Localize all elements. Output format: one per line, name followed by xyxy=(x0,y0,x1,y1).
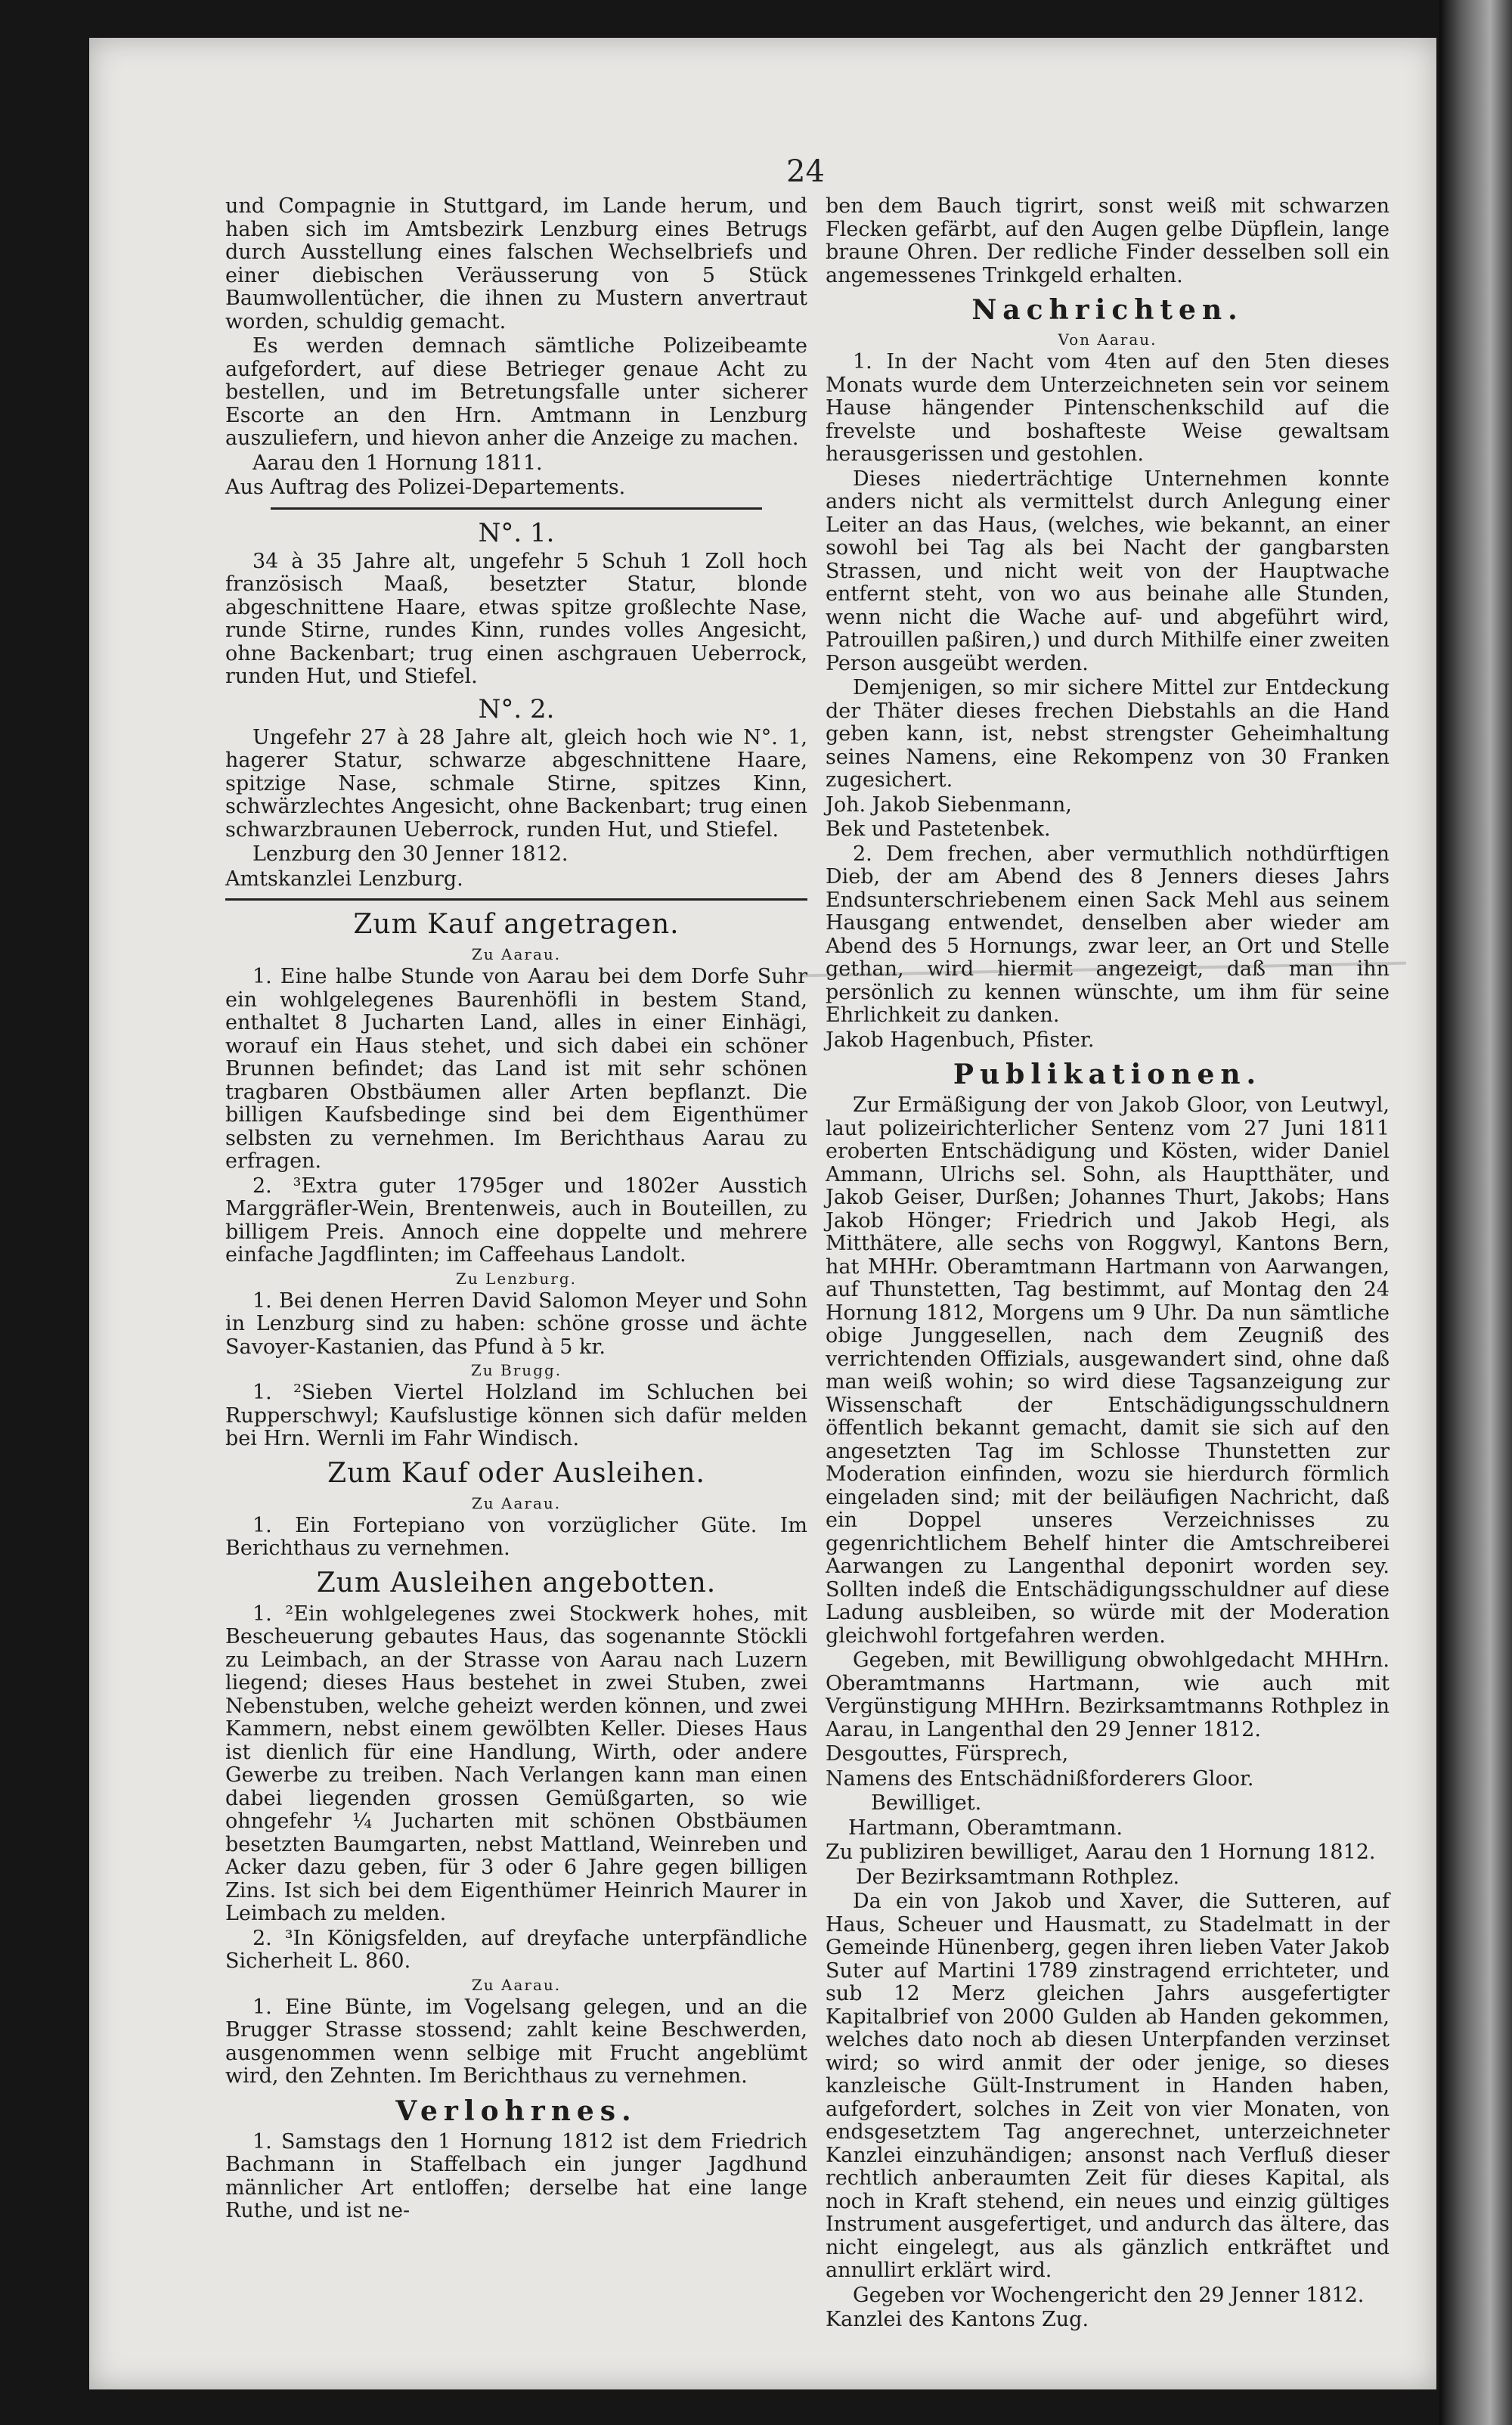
listing-text: 1. ²Ein wohlgelegenes zwei Stockwerk hohes, mit Bescheuerung gebautes Haus, das sogenannte Stöckli zu Leimbach, an der Strasse von Aarau nach Luzern liegend; dieses Haus bestehet in zwei Stuben, zwei Nebenstuben, welche geheizt werden können, und zwei Kammern, nebst einem gewölbten Keller. Dieses Haus ist dienlich für eine Handlung, Wirth, oder andere Gewerbe zu treiben. Nach Verlangen kann man einen dabei liegenden grossen Gemüßgarten, so wie ohngefehr ¼ Jucharten mit schönen Obstbäumen besetzten Baumgarten, nebst Mattland, Weinreben und Acker dazu geben, für 3 oder 6 Jahre gegen billigen Zins. Ist sich bei dem Eigenthümer Heinrich Maurer in Leimbach zu melden. xyxy=(225,1602,807,1925)
location-label: Zu Lenzburg. xyxy=(455,1269,578,1288)
listing-text: 1. Samstags den 1 Hornung 1812 ist dem Friedrich Bachmann in Staffelbach ein junger Jagdhund männlicher Art entloffen; derselbe hat eine lange Ruthe, und ist ne- xyxy=(225,2129,807,2222)
listing-text: ben dem Bauch tigrirt, sonst weiß mit schwarzen Flecken gefärbt, auf den Augen gelbe Düpflein, lange braune Ohren. Der redliche Finder desselben soll ein angemessenes Trinkgeld erhalten. xyxy=(826,194,1390,287)
publication-text: Gegeben vor Wochengericht den 29 Jenner 1812. xyxy=(853,2283,1365,2307)
approval: Zu publiziren bewilliget, Aarau den 1 Hornung 1812. xyxy=(826,1840,1376,1864)
location-label: Von Aarau. xyxy=(1058,330,1157,349)
signature: Joh. Jakob Siebenmann, xyxy=(826,792,1072,817)
listing-text: 1. Ein Fortepiano von vorzüglicher Güte. Im Berichthaus zu vernehmen. xyxy=(225,1513,807,1560)
notice-text: Es werden demnach sämtliche Polizeibeamte aufgefordert, auf diese Betrieger genaue Acht zu bestellen, und im Betretungsfalle unter sicherer Escorte an den Hrn. Amtmann in Lenzburg auszuliefern, und hievon anher die Anzeige zu machen. xyxy=(225,334,807,450)
right-column xyxy=(826,195,1390,2334)
section-number: N°. 2. xyxy=(478,693,555,724)
approval: Bewilliget. xyxy=(871,1791,982,1815)
listing-text: 2. ³In Königsfelden, auf dreyfache unterpfändliche Sicherheit L. 860. xyxy=(225,1926,807,1973)
section-heading: Verlohrnes. xyxy=(395,2095,637,2127)
section-heading: Zum Kauf angetragen. xyxy=(353,909,680,940)
signature: Bek und Pastetenbek. xyxy=(826,817,1051,841)
location-label: Zu Aarau. xyxy=(471,945,562,963)
section-heading: Zum Ausleihen angebotten. xyxy=(316,1567,717,1599)
signature: Namens des Entschädnißforderers Gloor. xyxy=(826,1766,1254,1791)
left-column xyxy=(225,195,807,2225)
news-text: Demjenigen, so mir sichere Mittel zur Entdeckung der Thäter dieses frechen Diebstahls an die Hand geben kann, ist, nebst strengster Geheimhaltung seines Namens, eine Rekompenz von 30 Franken zugesichert. xyxy=(826,676,1390,792)
listing-text: 1. Eine Bünte, im Vogelsang gelegen, und an die Brugger Strasse stossend; zahlt keine Beschwerden, ausgenommen wenn selbige mit Frucht angeblümt wird, den Zehnten. Im Berichthaus zu vernehmen. xyxy=(225,1995,807,2088)
notice-signature: Amtskanzlei Lenzburg. xyxy=(225,867,463,891)
listing-text: 2. ³Extra guter 1795ger und 1802er Ausstich Marggräfler-Wein, Brentenweis, auch in Bouteillen, zu billigem Preis. Annoch eine doppelte und mehrere einfache Jagdflinten; im Caffeehaus Landolt. xyxy=(225,1174,807,1267)
page-number: 24 xyxy=(786,154,825,189)
news-text: 1. In der Nacht vom 4ten auf den 5ten dieses Monats wurde dem Unterzeichneten sein vor seinem Hause hängender Pintenschenkschild auf die frevelste und boshafteste Weise gewaltsam herausgerissen und gestohlen. xyxy=(826,350,1390,466)
divider xyxy=(271,507,762,510)
signature: Kanzlei des Kantons Zug. xyxy=(826,2308,1089,2331)
divider xyxy=(225,898,807,901)
notice-date: Lenzburg den 30 Jenner 1812. xyxy=(253,842,569,866)
location-label: Zu Brugg. xyxy=(470,1361,562,1379)
section-heading: Nachrichten. xyxy=(971,294,1244,326)
signature: Desgouttes, Fürsprech, xyxy=(826,1742,1069,1766)
notice-signature: Aus Auftrag des Polizei-Departements. xyxy=(225,476,626,499)
approval: Hartmann, Oberamtmann. xyxy=(848,1816,1123,1840)
news-text: 2. Dem frechen, aber vermuthlich nothdürftigen Dieb, der am Abend des 8 Jenners dieses Jahrs Endsunterschriebenem einen Sack Mehl aus seinem Hausgang entwendet, denselben aber wieder am Abend des 5 Hornungs, zwar leer, an Ort und Stelle gethan, wird hiermit angezeigt, daß man ihn persönlich zu kennen wünschte, um ihm für seine Ehrlichkeit zu danken. xyxy=(826,842,1390,1027)
section-number: N°. 1. xyxy=(478,517,555,548)
location-label: Zu Aarau. xyxy=(471,1493,562,1512)
news-text: Dieses niederträchtige Unternehmen konnte anders nicht als vermittelst durch Anlegung einer Leiter an das Haus, (welches, wie bekannt, an einer sowohl bei Tag als bei Nacht der gangbarsten Strassen, und nicht weit von der Hauptwache entfernt steht, von wo aus beinahe alle Stunden, wenn nicht die Wache auf- und abgeführt wird, Patrouillen paßiren,) und durch Mithilfe einer zweiten Person ausgeübt werden. xyxy=(826,467,1390,675)
section-heading: Zum Kauf oder Ausleihen. xyxy=(327,1457,705,1489)
listing-text: 1. Eine halbe Stunde von Aarau bei dem Dorfe Suhr ein wohlgelegenes Baurenhöfli in bestem Stand, enthaltet 8 Jucharten Land, alles in einer Einhägi, worauf ein Haus stehet, und sich dabei ein schöner Brunnen befindet; das Land ist mit sehr schönen tragbaren Obstbäumen aller Arten bepflanzt. Die billigen Kaufsbedinge sind bei dem Eigenthümer selbsten zu vernehmen. Im Berichthaus Aarau zu erfragen. xyxy=(225,965,807,1173)
listing-text: 1. ²Sieben Viertel Holzland im Schluchen bei Rupperschwyl; Kaufslustige können sich dafür melden bei Hrn. Wernli im Fahr Windisch. xyxy=(225,1381,807,1450)
location-label: Zu Aarau. xyxy=(471,1975,562,1994)
description-text: 34 à 35 Jahre alt, ungefehr 5 Schuh 1 Zoll hoch französisch Maaß, besetzter Statur, blonde abgeschnittene Haare, etwas spitze großlechte Nase, runde Stirne, rundes Kinn, rundes volles Angesicht, ohne Backenbart; trug einen aschgrauen Ueberrock, runden Hut, und Stiefel. xyxy=(225,549,807,688)
section-heading: Publikationen. xyxy=(953,1059,1263,1090)
publication-text: Zur Ermäßigung der von Jakob Gloor, von Leutwyl, laut polizeirichterlicher Sentenz vom 27 Juni 1811 eroberten Entschädigung und Kösten, wider Daniel Ammann, Ulrichs sel. Sohn, als Hauptthäter, und Jakob Geiser, Durßen; Johannes Thurt, Jakobs; Hans Jakob Hönger; Friedrich und Jakob Hegi, als Mitthätere, alle sechs von Roggwyl, Kantons Bern, hat MHHr. Oberamtmann Hartmann von Aarwangen, auf Thunstetten, Tag bestimmt, auf Montag den 24 Hornung 1812, Morgens um 9 Uhr. Da nun sämtliche obige Junggesellen, nach dem Zeugniß des verrichtenden Offizials, ausgewandert sind, ohne daß man weiß wohin; so wird diese Tagsanzeigung zur Wissenschaft der Entschädigungsschuldnern öffentlich bekannt gemacht, damit sie sich auf den angesetzten Tag im Schlosse Thunstetten zur Moderation einfinden, wozu sie hierdurch förmlich eingeladen sind; mit der beiläufigen Nachricht, daß ein Doppel unseres Verzeichnisses zu gegenrichtlichem Behelf hinter die Amtschreiberei Aarwangen zu Langenthal deponirt worden sey. Sollten indeß die Entschädigungsschuldner auf diese Ladung ausbleiben, so würde mit der Moderation gleichwohl fortgefahren werden. xyxy=(826,1093,1390,1648)
book-spine xyxy=(1439,0,1512,2425)
notice-date: Aarau den 1 Hornung 1811. xyxy=(253,451,543,475)
approval: Der Bezirksamtmann Rothplez. xyxy=(856,1865,1180,1889)
description-text: Ungefehr 27 à 28 Jahre alt, gleich hoch wie N°. 1, hagerer Statur, schwarze abgeschnittene Haare, spitzige Nase, schmale Stirne, spitzes Kinn, schwärzlechtes Angesicht, ohne Backenbart; trug einen schwarzbraunen Ueberrock, runden Hut, und Stiefel. xyxy=(225,725,807,842)
publication-text: Gegeben, mit Bewilligung obwohlgedacht MHHrn. Oberamtmanns Hartmann, wie auch mit Vergünstigung MHHrn. Bezirksamtmanns Rothplez in Aarau, in Langenthal den 29 Jenner 1812. xyxy=(826,1648,1390,1741)
signature: Jakob Hagenbuch, Pfister. xyxy=(826,1028,1095,1052)
listing-text: 1. Bei denen Herren David Salomon Meyer und Sohn in Lenzburg sind zu haben: schöne grosse und ächte Savoyer-Kastanien, das Pfund à 5 kr. xyxy=(225,1288,807,1359)
notice-text: und Compagnie in Stuttgard, im Lande herum, und haben sich im Amtsbezirk Lenzburg eines Betrugs durch Ausstellung eines falschen Wechselbriefs und einer diebischen Veräusserung von 5 Stück Baumwollentücher, die ihnen zu Mustern anvertraut worden, schuldig gemacht. xyxy=(225,194,807,333)
publication-text: Da ein von Jakob und Xaver, die Sutteren, auf Haus, Scheuer und Hausmatt, zu Stadelmatt in der Gemeinde Hünenberg, gegen ihren lieben Vater Jakob Suter auf Martini 1789 zinstragend errichteter, und sub 12 Merz gleichen Jahrs ausgefertigter Kapitalbrief von 2000 Gulden ab Handen gekommen, welches dato noch ab diesen Unterpfanden verzinset wird; so wird anmit der oder jenige, so dieses kanzleische Gült-Instrument in Handen haben, aufgefordert, solches in Zeit von vier Monaten, von endsgesetztem Tag angerechnet, unterzeichneter Kanzlei einzuhändigen; ansonst nach Verfluß dieser rechtlich anberaumten Zeit für dieses Kapital, als noch in Kraft stehend, ein neues und einzig gültiges Instrument ausgefertiget, und andurch das ältere, das nicht eingelegt, aus als gänzlich entkräftet und annullirt erklärt wird. xyxy=(826,1890,1390,2282)
